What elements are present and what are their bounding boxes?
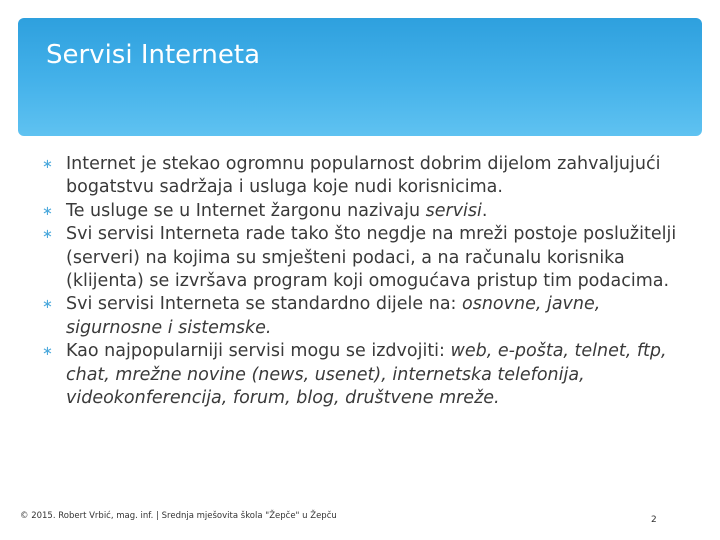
slide-footer: © 2015. Robert Vrbić, mag. inf. | Srednja mješovita škola "Žepče" u Žepču [20, 511, 337, 521]
bullet-text: Svi servisi Interneta se standardno dijele na: [66, 294, 462, 315]
bullet-text-italic: osnovne, javne, sigurnosne i sistemske. [66, 294, 601, 338]
bullet-item [40, 223, 695, 293]
bullet-text: Svi servisi Interneta rade tako što negdje na mreži postoje poslužitelji (serveri) na kojima su smješteni podaci, a na računalu korisnika (klijenta) se izvršava program koji omogućava pristup tim podacima. [66, 224, 677, 292]
asterisk-bullet-icon: ∗ [42, 203, 53, 219]
title-banner [18, 18, 702, 136]
slide-title: Servisi Interneta [46, 40, 261, 70]
bullet-text: Te usluge se u Internet žargonu nazivaju [66, 200, 426, 221]
bullet-item [40, 153, 695, 200]
page-number: 2 [651, 515, 657, 525]
bullet-item [40, 200, 695, 223]
asterisk-bullet-icon: ∗ [42, 227, 53, 243]
bullet-text-italic: servisi [425, 200, 482, 221]
asterisk-bullet-icon: ∗ [42, 344, 53, 360]
bullet-text: Internet je stekao ogromnu popularnost dobrim dijelom zahvaljujući bogatstvu sadržaja i usluga koje nudi korisnicima. [66, 154, 661, 198]
bullet-text-italic: web, e-pošta, telnet, ftp, chat, mrežne novine (news, usenet), internetska telefonija, videokonferencija, forum, blog, društvene mreže. [66, 341, 667, 409]
asterisk-bullet-icon: ∗ [42, 297, 53, 313]
bullet-text: . [481, 200, 488, 221]
bullet-item [40, 293, 695, 340]
asterisk-bullet-icon: ∗ [42, 157, 53, 172]
bullet-list [40, 153, 695, 410]
bullet-item [40, 340, 695, 410]
bullet-text: Kao najpopularniji servisi mogu se izdvojiti: [66, 341, 451, 362]
